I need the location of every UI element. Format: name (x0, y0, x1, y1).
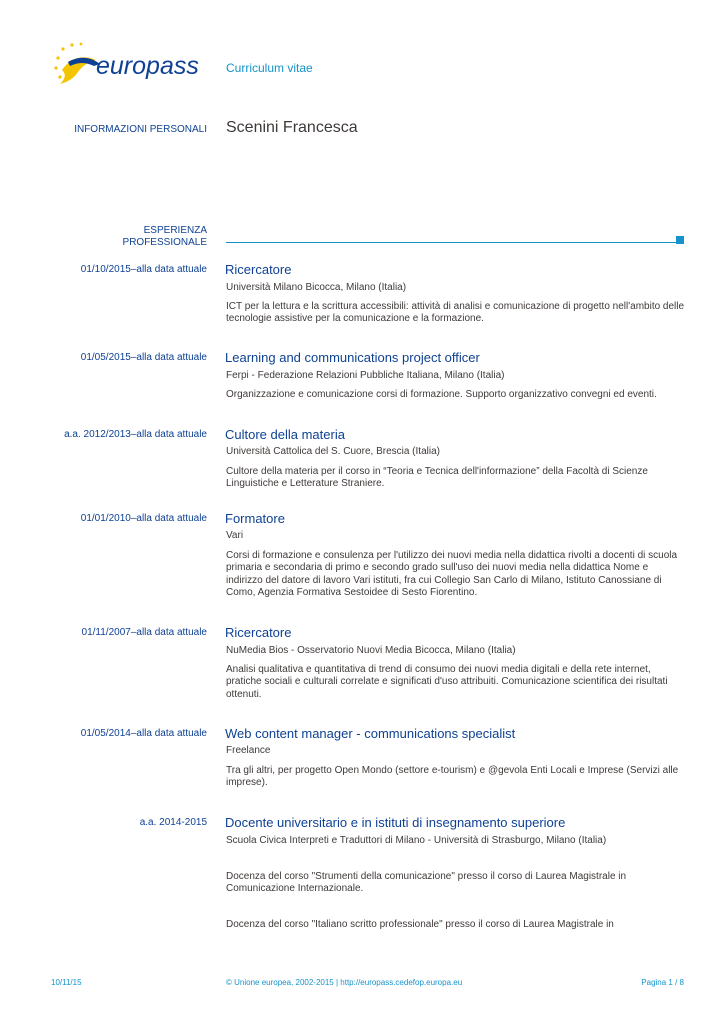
experience-date: a.a. 2012/2013–alla data attuale (64, 429, 207, 440)
experience-title: Ricercatore (225, 625, 292, 640)
experience-description: ICT per la lettura e la scrittura accessibili: attività di analisi e comunicazione di progetto nell'ambito delle tecnologie assistive per la comunicazione e la formazione. (226, 301, 685, 325)
experience-employer: Università Milano Bicocca, Milano (Italia) (226, 282, 407, 293)
section-divider (226, 242, 676, 243)
experience-employer: Università Cattolica del S. Cuore, Brescia (Italia) (226, 446, 440, 457)
experience-date: a.a. 2014-2015 (139, 817, 207, 828)
experience-title: Docente universitario e in istituti di insegnamento superiore (225, 815, 566, 830)
document-title: Curriculum vitae (226, 61, 313, 75)
experience-employer: Ferpi - Federazione Relazioni Pubbliche Italiana, Milano (Italia) (226, 370, 505, 381)
section-marker (676, 236, 684, 244)
experience-title: Web content manager - communications specialist (225, 726, 516, 741)
footer-page-number: Pagina 1 / 8 (641, 978, 684, 987)
experience-date: 01/01/2010–alla data attuale (80, 513, 207, 524)
footer-copyright: © Unione europea, 2002-2015 | http://europass.cedefop.europa.eu (226, 978, 463, 987)
logo-wordmark: europass (96, 52, 199, 80)
footer-date: 10/11/15 (51, 978, 82, 987)
person-name: Scenini Francesca (226, 119, 358, 136)
experience-title: Cultore della materia (225, 427, 345, 442)
experience-description: Analisi qualitativa e quantitativa di trend di consumo dei nuovi media digitali e della rete internet, pratiche sociali e culturali correlate e significati d'uso attribuiti. Comunicazione scientifica dei risultati ottenuti. (226, 664, 668, 700)
section-label (47, 225, 207, 249)
experience-date: 01/10/2015–alla data attuale (80, 264, 207, 275)
experience-description: Docenza del corso "Strumenti della comunicazione" presso il corso di Laurea Magistrale in Comunicazione Internazionale. (226, 871, 627, 895)
section-label-line1: ESPERIENZA (143, 225, 207, 236)
experience-description: Organizzazione e comunicazione corsi di formazione. Supporto organizzativo convegni ed eventi. (226, 389, 657, 400)
experience-title: Formatore (225, 511, 285, 526)
experience-date: 01/11/2007–alla data attuale (81, 627, 207, 638)
europass-logo (48, 40, 218, 90)
experience-title: Learning and communications project officer (225, 350, 480, 365)
experience-date: 01/05/2015–alla data attuale (80, 352, 207, 363)
experience-date: 01/05/2014–alla data attuale (80, 728, 207, 739)
section-label-line2: PROFESSIONALE (122, 237, 207, 248)
experience-description: Docenza del corso "Italiano scritto professionale" presso il corso di Laurea Magistrale in (226, 919, 614, 930)
experience-description: Cultore della materia per il corso in “Teoria e Tecnica dell'informazione” della Facoltà di Scienze Linguistiche e Letterature Straniere. (226, 466, 648, 490)
experience-employer: Freelance (226, 745, 271, 756)
experience-employer: Vari (226, 530, 244, 541)
europass-logo-graphic (48, 40, 218, 90)
experience-description: Corsi di formazione e consulenza per l'utilizzo dei nuovi media nella didattica rivolti a docenti di scuola primaria e secondaria di primo e secondo grado sull'uso dei nuovi media nella didattica Nome e indirizzo del datore di lavoro Vari istituti, fra cui Collegio San Carlo di Milano, Istituto Canossiane di Como, Agenzia Formativa Sestoidee di Sesto Fiorentino. (226, 550, 678, 599)
experience-employer: NuMedia Bios - Osservatorio Nuovi Media Bicocca, Milano (Italia) (226, 645, 516, 656)
experience-employer: Scuola Civica Interpreti e Traduttori di Milano - Università di Strasburgo, Milano (Italia) (226, 835, 607, 846)
experience-title: Ricercatore (225, 262, 292, 277)
personal-info-label: INFORMAZIONI PERSONALI (74, 124, 207, 135)
experience-description: Tra gli altri, per progetto Open Mondo (settore e-tourism) e @gevola Enti Locali e Imprese (Servizi alle imprese). (226, 765, 679, 789)
